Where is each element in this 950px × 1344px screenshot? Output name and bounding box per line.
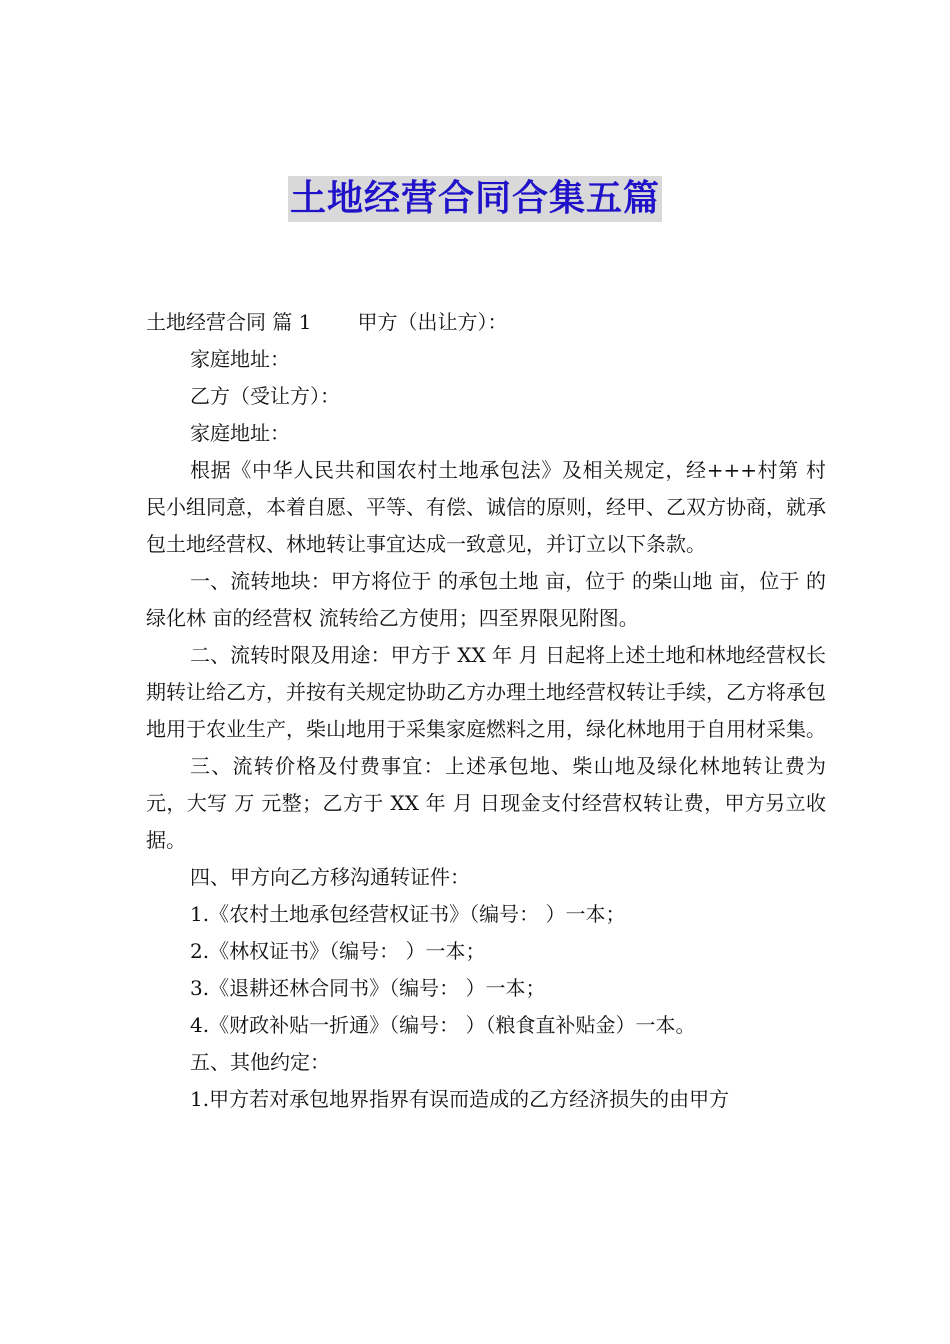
list-item-certificate-2: 2.《林权证书》（编号： ）一本；: [190, 939, 486, 963]
paragraph-clause-5: 五、其他约定：: [190, 1050, 330, 1074]
title-container: [0, 176, 950, 222]
paragraph-address-a: 家庭地址：: [190, 347, 290, 371]
paragraph-clause-1: 一、流转地块：甲方将位于 的承包土地 亩，位于 的柴山地 亩，位于 的绿化林 亩的经营权 流转给乙方使用；四至界限见附图。: [146, 569, 826, 630]
list-item-other-1: 1.甲方若对承包地界指界有误而造成的乙方经济损失的由甲方: [190, 1087, 730, 1111]
paragraph-party-b: 乙方（受让方）：: [190, 384, 340, 408]
list-item-certificate-4: 4.《财政补贴一折通》（编号： ）（粮食直补贴金）一本。: [190, 1013, 696, 1037]
contract-heading: 土地经营合同 篇 1: [146, 310, 312, 334]
paragraph-clause-2: 二、流转时限及用途：甲方于 XX 年 月 日起将上述土地和林地经营权长期转让给乙方，并按有关规定协助乙方办理土地经营权转让手续，乙方将承包地用于农业生产，柴山地用于采集家庭燃料之用，绿化林地用于自用材采集。: [146, 643, 826, 741]
list-item-certificate-1: 1.《农村土地承包经营权证书》（编号： ）一本；: [190, 902, 626, 926]
paragraph-address-b: 家庭地址：: [190, 421, 290, 445]
paragraph-preamble: 根据《中华人民共和国农村土地承包法》及相关规定，经+++村第 村民小组同意，本着自愿、平等、有偿、诚信的原则，经甲、乙双方协商，就承包土地经营权、林地转让事宜达成一致意见，并订立以下条款。: [146, 458, 826, 556]
paragraph-clause-4: 四、甲方向乙方移沟通转证件：: [190, 865, 470, 889]
document-title: 土地经营合同合集五篇: [288, 176, 662, 222]
document-body: [146, 304, 826, 1118]
list-item-certificate-3: 3.《退耕还林合同书》（编号： ）一本；: [190, 976, 546, 1000]
paragraph-clause-3: 三、流转价格及付费事宜：上述承包地、柴山地及绿化林地转让费为 元，大写 万 元整；乙方于 XX 年 月 日现金支付经营权转让费，甲方另立收据。: [146, 754, 826, 852]
intro-line: [146, 304, 826, 341]
party-a-label: 甲方（出让方）：: [357, 310, 508, 334]
